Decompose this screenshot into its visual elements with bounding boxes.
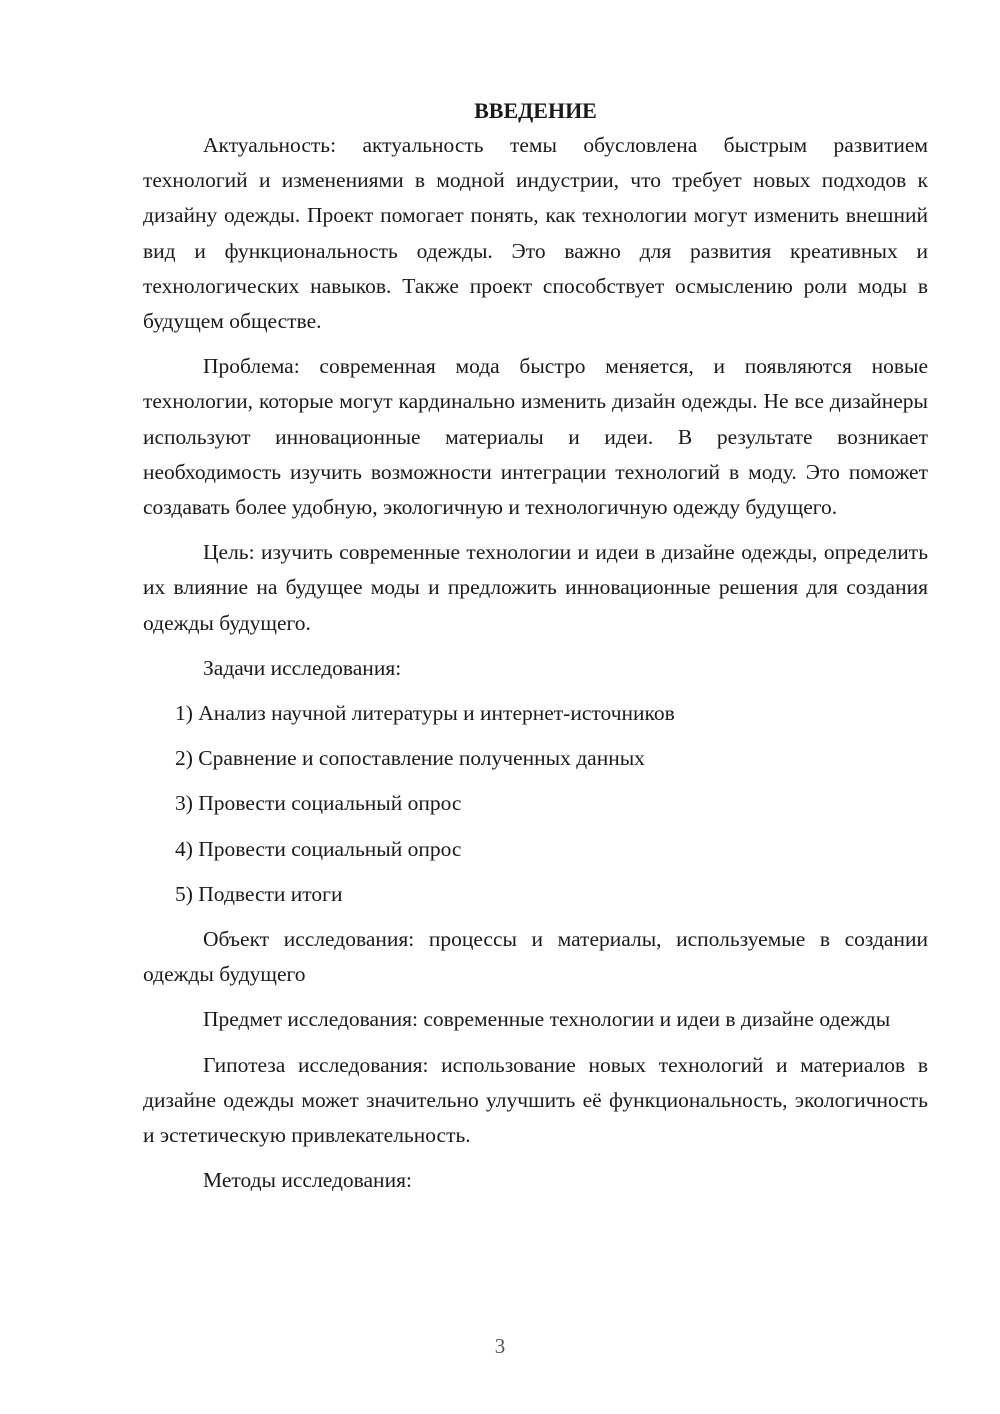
paragraph-relevance: Актуальность: актуальность темы обусловлена быстрым развитием технологий и изменениями в модной индустрии, что требует новых подходов к дизайну одежды. Проект помогает понять, как технологии могут изменить внешний вид и функциональность одежды. Это важно для развития креативных и технологических навыков. Также проект способствует осмыслению роли моды в будущем обществе. <box>143 133 928 334</box>
tasks-list <box>143 696 928 912</box>
page-number: 3 <box>494 1334 506 1358</box>
list-item: 1) Анализ научной литературы и интернет-источников <box>175 701 675 726</box>
paragraph-goal: Цель: изучить современные технологии и идеи в дизайне одежды, определить их влияние на будущее моды и предложить инновационные решения для создания одежды будущего. <box>143 540 928 635</box>
list-item: 2) Сравнение и сопоставление полученных данных <box>175 746 645 771</box>
list-item: 3) Провести социальный опрос <box>175 791 462 816</box>
paragraph-subject: Предмет исследования: современные технологии и идеи в дизайне одежды <box>203 1007 891 1032</box>
paragraph-object: Объект исследования: процессы и материалы, используемые в создании одежды будущего <box>143 927 928 987</box>
document-page <box>143 96 928 1208</box>
tasks-heading: Задачи исследования: <box>203 655 402 680</box>
methods-heading: Методы исследования: <box>203 1168 412 1193</box>
paragraph-hypothesis: Гипотеза исследования: использование новых технологий и материалов в дизайне одежды может значительно улучшить её функциональность, экологичность и эстетическую привлекательность. <box>143 1052 928 1148</box>
page-title: ВВЕДЕНИЕ <box>474 98 597 123</box>
paragraph-problem: Проблема: современная мода быстро меняется, и появляются новые технологии, которые могут кардинально изменить дизайн одежды. Не все дизайнеры используют инновационные материалы и идеи. В результате возникает необходимость изучить возможности интеграции технологий в моду. Это поможет создавать более удобную, экологичную и технологичную одежду будущего. <box>143 354 928 520</box>
list-item: 4) Провести социальный опрос <box>175 836 462 861</box>
list-item: 5) Подвести итоги <box>175 881 343 906</box>
